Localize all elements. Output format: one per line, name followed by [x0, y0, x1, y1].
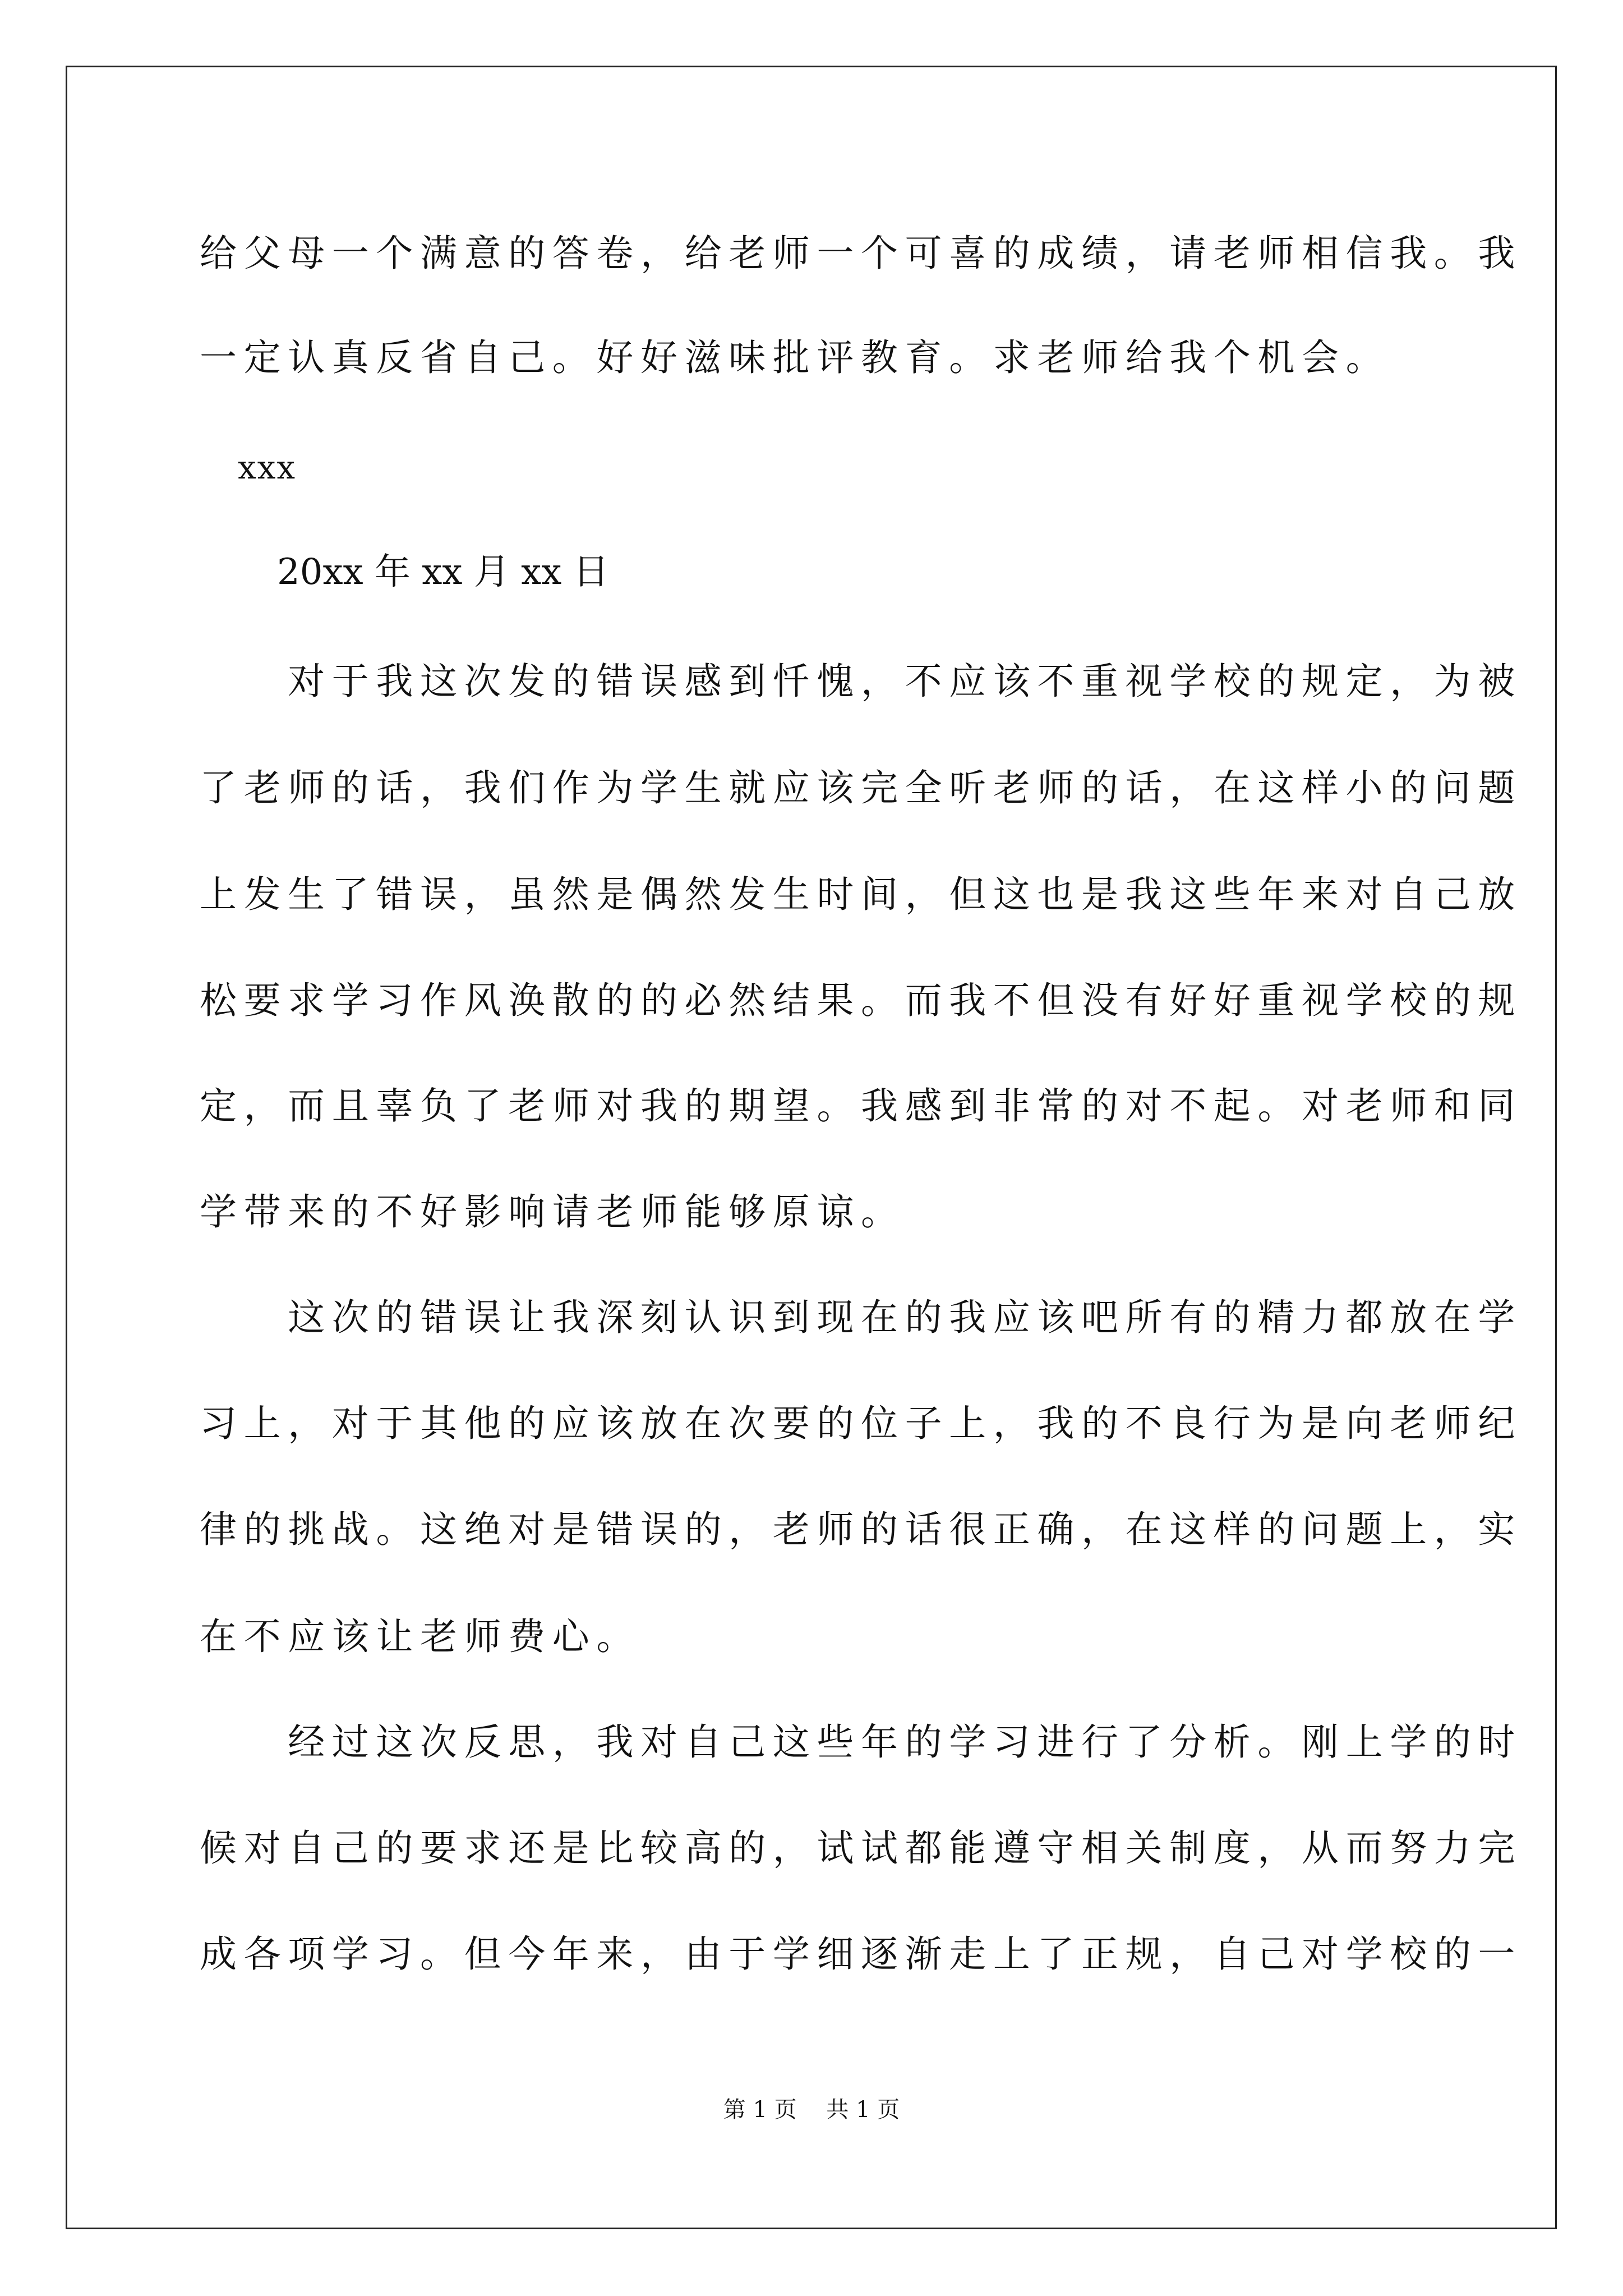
body-line: 律的挑战。这绝对是错误的，老师的话很正确，在这样的问题上，实 — [200, 1508, 1522, 1551]
body-line: 候对自己的要求还是比较高的，试试都能遵守相关制度，从而努力完 — [200, 1826, 1522, 1870]
page-frame — [66, 66, 1557, 2229]
body-line: 定，而且辜负了老师对我的期望。我感到非常的对不起。对老师和同 — [200, 1084, 1522, 1128]
page-footer — [0, 2096, 1623, 2123]
body-line: 一定认真反省自己。好好滋味批评教育。求老师给我个机会。 — [200, 336, 1390, 379]
body-line: 习上，对于其他的应该放在次要的位子上，我的不良行为是向老师纪 — [200, 1402, 1522, 1445]
body-line: 学带来的不好影响请老师能够原谅。 — [200, 1190, 905, 1234]
page-count: 共 1 页 — [826, 2097, 900, 2123]
letter-date: 20xx 年 xx 月 xx 日 — [277, 551, 609, 593]
body-line: 松要求学习作风涣散的的必然结果。而我不但没有好好重视学校的规 — [200, 979, 1522, 1022]
body-line: 在不应该让老师费心。 — [200, 1615, 640, 1658]
body-line: 上发生了错误，虽然是偶然发生时间，但这也是我这些年来对自己放 — [200, 873, 1522, 916]
body-line: 对于我这次发的错误感到忏愧，不应该不重视学校的规定，为被 — [200, 660, 1522, 703]
page-number: 第 1 页 — [723, 2097, 797, 2123]
body-line: 了老师的话，我们作为学生就应该完全听老师的话，在这样小的问题 — [200, 766, 1522, 809]
signature: xxx — [238, 448, 297, 486]
body-line: 成各项学习。但今年来，由于学细逐渐走上了正规，自己对学校的一 — [200, 1932, 1522, 1976]
body-line: 经过这次反思，我对自己这些年的学习进行了分析。刚上学的时 — [200, 1720, 1522, 1764]
body-line: 这次的错误让我深刻认识到现在的我应该吧所有的精力都放在学 — [200, 1296, 1522, 1339]
body-line: 给父母一个满意的答卷，给老师一个可喜的成绩，请老师相信我。我 — [200, 232, 1522, 275]
